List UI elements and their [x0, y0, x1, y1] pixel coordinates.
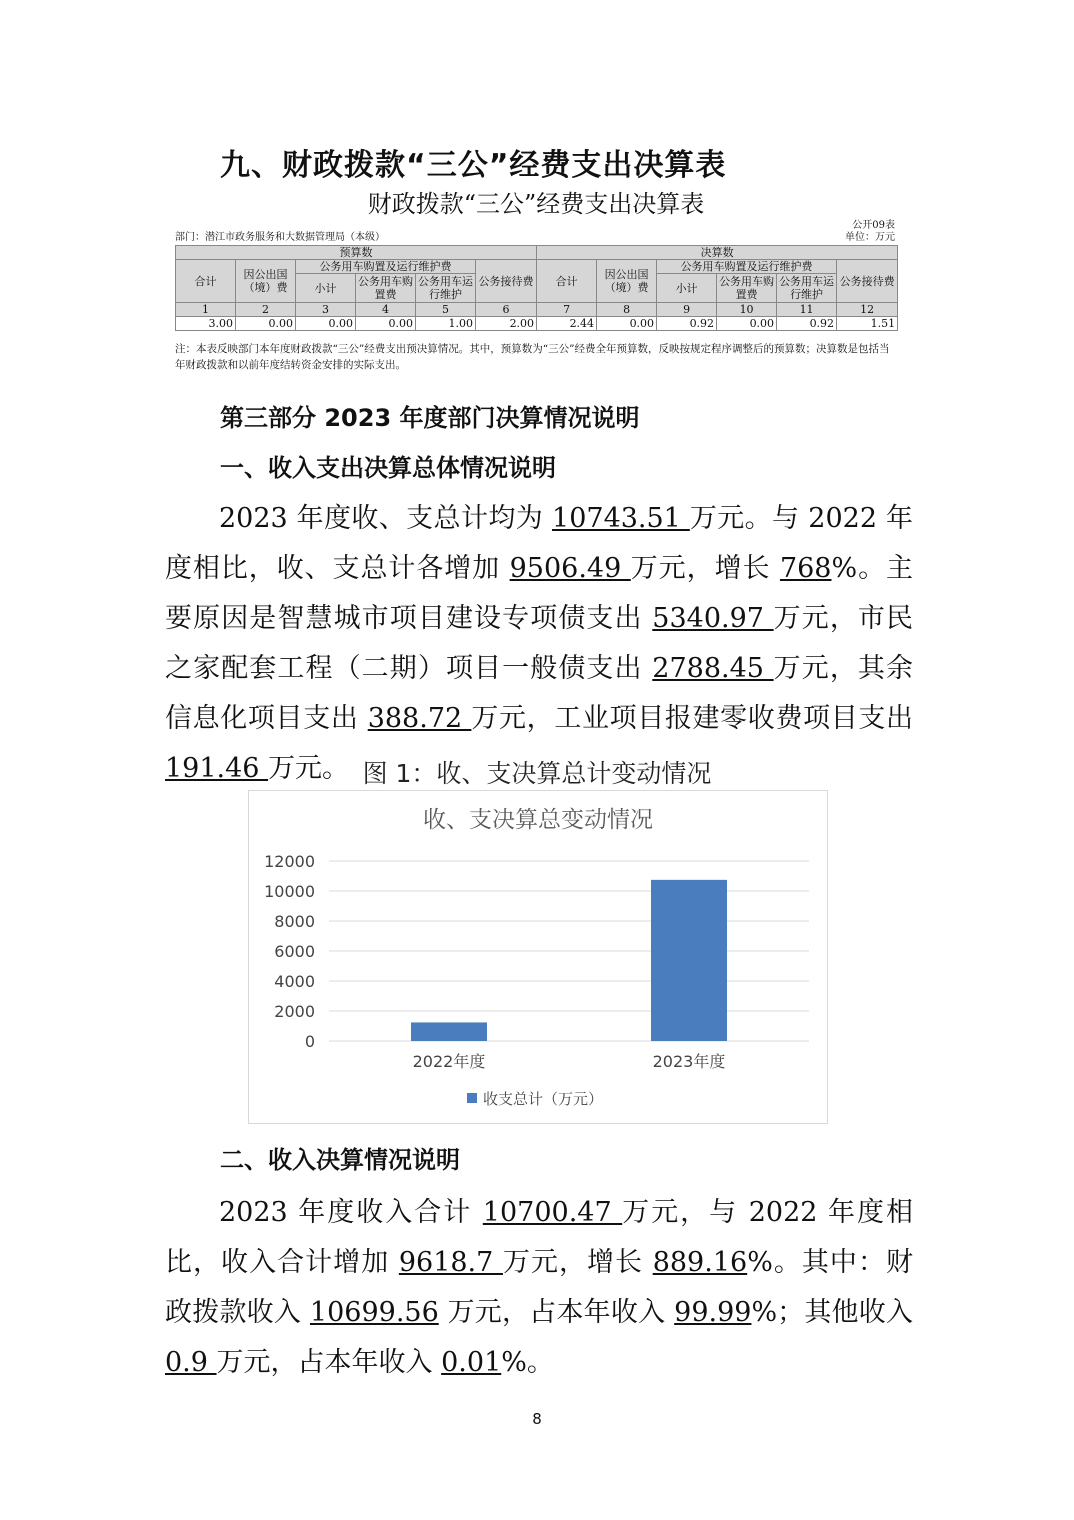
y-tick-label: 10000 — [264, 882, 315, 901]
table-department: 部门：潜江市政务服务和大数据管理局（本级） — [175, 232, 385, 243]
text-run: 万元，工业项目报建零收费项目支出 — [471, 703, 913, 734]
value-income-increase: 9618.7 — [398, 1247, 503, 1278]
page-number: 8 — [532, 1410, 542, 1428]
col-header-reception: 公务接待费 — [837, 260, 898, 303]
value-cell: 0.92 — [657, 317, 717, 331]
index-cell: 7 — [537, 303, 597, 317]
value-cell: 2.00 — [476, 317, 537, 331]
col-header-running: 公务用车运行维护 — [416, 274, 476, 303]
value-cell: 0.00 — [236, 317, 296, 331]
table-note: 注：本表反映部门本年度财政拨款“三公”经费支出预决算情况。其中，预算数为“三公”经费全年预算数，反映按规定程序调整后的预算数；决算数是包括当年财政拨款和以前年度结转资金安排的实际支出。 — [175, 343, 890, 371]
col-header-reception: 公务接待费 — [476, 260, 537, 303]
col-header-total: 合计 — [537, 260, 597, 303]
value-cell: 1.51 — [837, 317, 898, 331]
value-general-bond: 2788.45 — [652, 653, 774, 684]
part-three-heading: 第三部分 2023 年度部门决算情况说明 — [220, 404, 640, 432]
y-tick-label: 6000 — [274, 942, 315, 961]
bar — [411, 1022, 487, 1041]
index-cell: 4 — [356, 303, 416, 317]
value-income-total: 10700.47 — [482, 1197, 623, 1228]
value-growth: 768 — [779, 553, 832, 584]
value-other-share: 0.01 — [441, 1347, 502, 1378]
col-header-car-group: 公务用车购置及运行维护费 — [657, 260, 837, 274]
section-heading-nine: 九、财政拨款“三公”经费支出决算表 — [220, 148, 727, 183]
col-header-total: 合计 — [176, 260, 236, 303]
figure-caption: 图 1：收、支决算总计变动情况 — [362, 759, 712, 788]
index-cell: 3 — [296, 303, 356, 317]
text-run: 万元，增长 — [502, 1247, 653, 1278]
chart-plot — [249, 791, 827, 1123]
value-total: 10743.51 — [552, 503, 690, 534]
income-expense-bar-chart — [248, 790, 828, 1124]
value-fiscal-share: 99.99 — [674, 1297, 752, 1328]
text-run: %；其他收入 — [751, 1297, 913, 1328]
income-paragraph — [165, 1188, 913, 1388]
index-cell: 12 — [837, 303, 898, 317]
value-cell: 1.00 — [416, 317, 476, 331]
value-zero-fee: 191.46 — [165, 753, 269, 784]
section-heading-one: 一、收入支出决算总体情况说明 — [220, 454, 556, 482]
table-value-row — [176, 317, 898, 331]
table-code: 公开09表 — [852, 220, 895, 231]
table-unit: 单位：万元 — [845, 232, 895, 243]
text-run: 2023 年度收、支总计均为 — [219, 503, 553, 534]
legend-label: 收支总计（万元） — [483, 1090, 604, 1108]
value-cell: 0.00 — [597, 317, 657, 331]
y-tick-label: 8000 — [274, 912, 315, 931]
text-run: 万元，与 2022 年度相比，收入合计增加 — [165, 1197, 913, 1278]
value-cell: 0.00 — [356, 317, 416, 331]
value-other-income: 0.9 — [165, 1347, 217, 1378]
index-cell: 9 — [657, 303, 717, 317]
y-tick-label: 2000 — [274, 1002, 315, 1021]
text-run: 万元，占本年收入 — [438, 1297, 675, 1328]
index-cell: 8 — [597, 303, 657, 317]
value-cell: 3.00 — [176, 317, 236, 331]
y-tick-label: 12000 — [264, 852, 315, 871]
col-header-purchase: 公务用车购置费 — [356, 274, 416, 303]
final-group-header: 决算数 — [537, 246, 898, 260]
text-run: 万元。与 2022 年度相比，收、支总计各增加 — [165, 503, 913, 584]
income-expense-paragraph — [165, 494, 913, 794]
value-fiscal-income: 10699.56 — [309, 1297, 439, 1328]
table-index-row — [176, 303, 898, 317]
value-cell: 0.00 — [717, 317, 777, 331]
chart-title: 收、支决算总变动情况 — [423, 807, 653, 833]
value-it-projects: 388.72 — [367, 703, 472, 734]
text-run: 2023 年度收入合计 — [219, 1197, 483, 1228]
index-cell: 11 — [777, 303, 837, 317]
text-run: %。其中：财政拨款收入 — [165, 1247, 913, 1328]
index-cell: 1 — [176, 303, 236, 317]
col-header-abroad: 因公出国（境）费 — [597, 260, 657, 303]
index-cell: 10 — [717, 303, 777, 317]
table-title: 财政拨款“三公”经费支出决算表 — [367, 190, 705, 218]
col-header-abroad: 因公出国（境）费 — [236, 260, 296, 303]
col-header-running: 公务用车运行维护 — [777, 274, 837, 303]
value-cell: 0.00 — [296, 317, 356, 331]
expense-table-grid — [175, 245, 898, 331]
col-header-car-group: 公务用车购置及运行维护费 — [296, 260, 476, 274]
value-income-growth: 889.16 — [652, 1247, 748, 1278]
col-header-subtotal: 小计 — [657, 274, 717, 303]
value-cell: 2.44 — [537, 317, 597, 331]
index-cell: 2 — [236, 303, 296, 317]
x-tick-label: 2023年度 — [652, 1052, 726, 1071]
text-run: %。主要原因是智慧城市项目建设专项债支出 — [165, 553, 913, 634]
budget-group-header: 预算数 — [176, 246, 537, 260]
text-run: 万元，占本年收入 — [216, 1347, 442, 1378]
text-run: 万元，其余信息化项目支出 — [165, 653, 914, 734]
y-tick-label: 4000 — [274, 972, 315, 991]
bar — [651, 880, 727, 1041]
text-run: 万元，增长 — [630, 553, 780, 584]
section-heading-two: 二、收入决算情况说明 — [220, 1146, 460, 1174]
value-special-bond: 5340.97 — [652, 603, 774, 634]
value-increase: 9506.49 — [509, 553, 631, 584]
index-cell: 6 — [476, 303, 537, 317]
legend-swatch — [467, 1093, 477, 1103]
col-header-purchase: 公务用车购置费 — [717, 274, 777, 303]
value-cell: 0.92 — [777, 317, 837, 331]
text-run: 万元，市民之家配套工程（二期）项目一般债支出 — [165, 603, 914, 684]
col-header-subtotal: 小计 — [296, 274, 356, 303]
three-public-expense-table — [175, 186, 897, 378]
text-run: 万元。 — [268, 753, 350, 784]
index-cell: 5 — [416, 303, 476, 317]
text-run: %。 — [501, 1347, 554, 1378]
y-tick-label: 0 — [304, 1032, 315, 1051]
x-tick-label: 2022年度 — [412, 1052, 486, 1071]
